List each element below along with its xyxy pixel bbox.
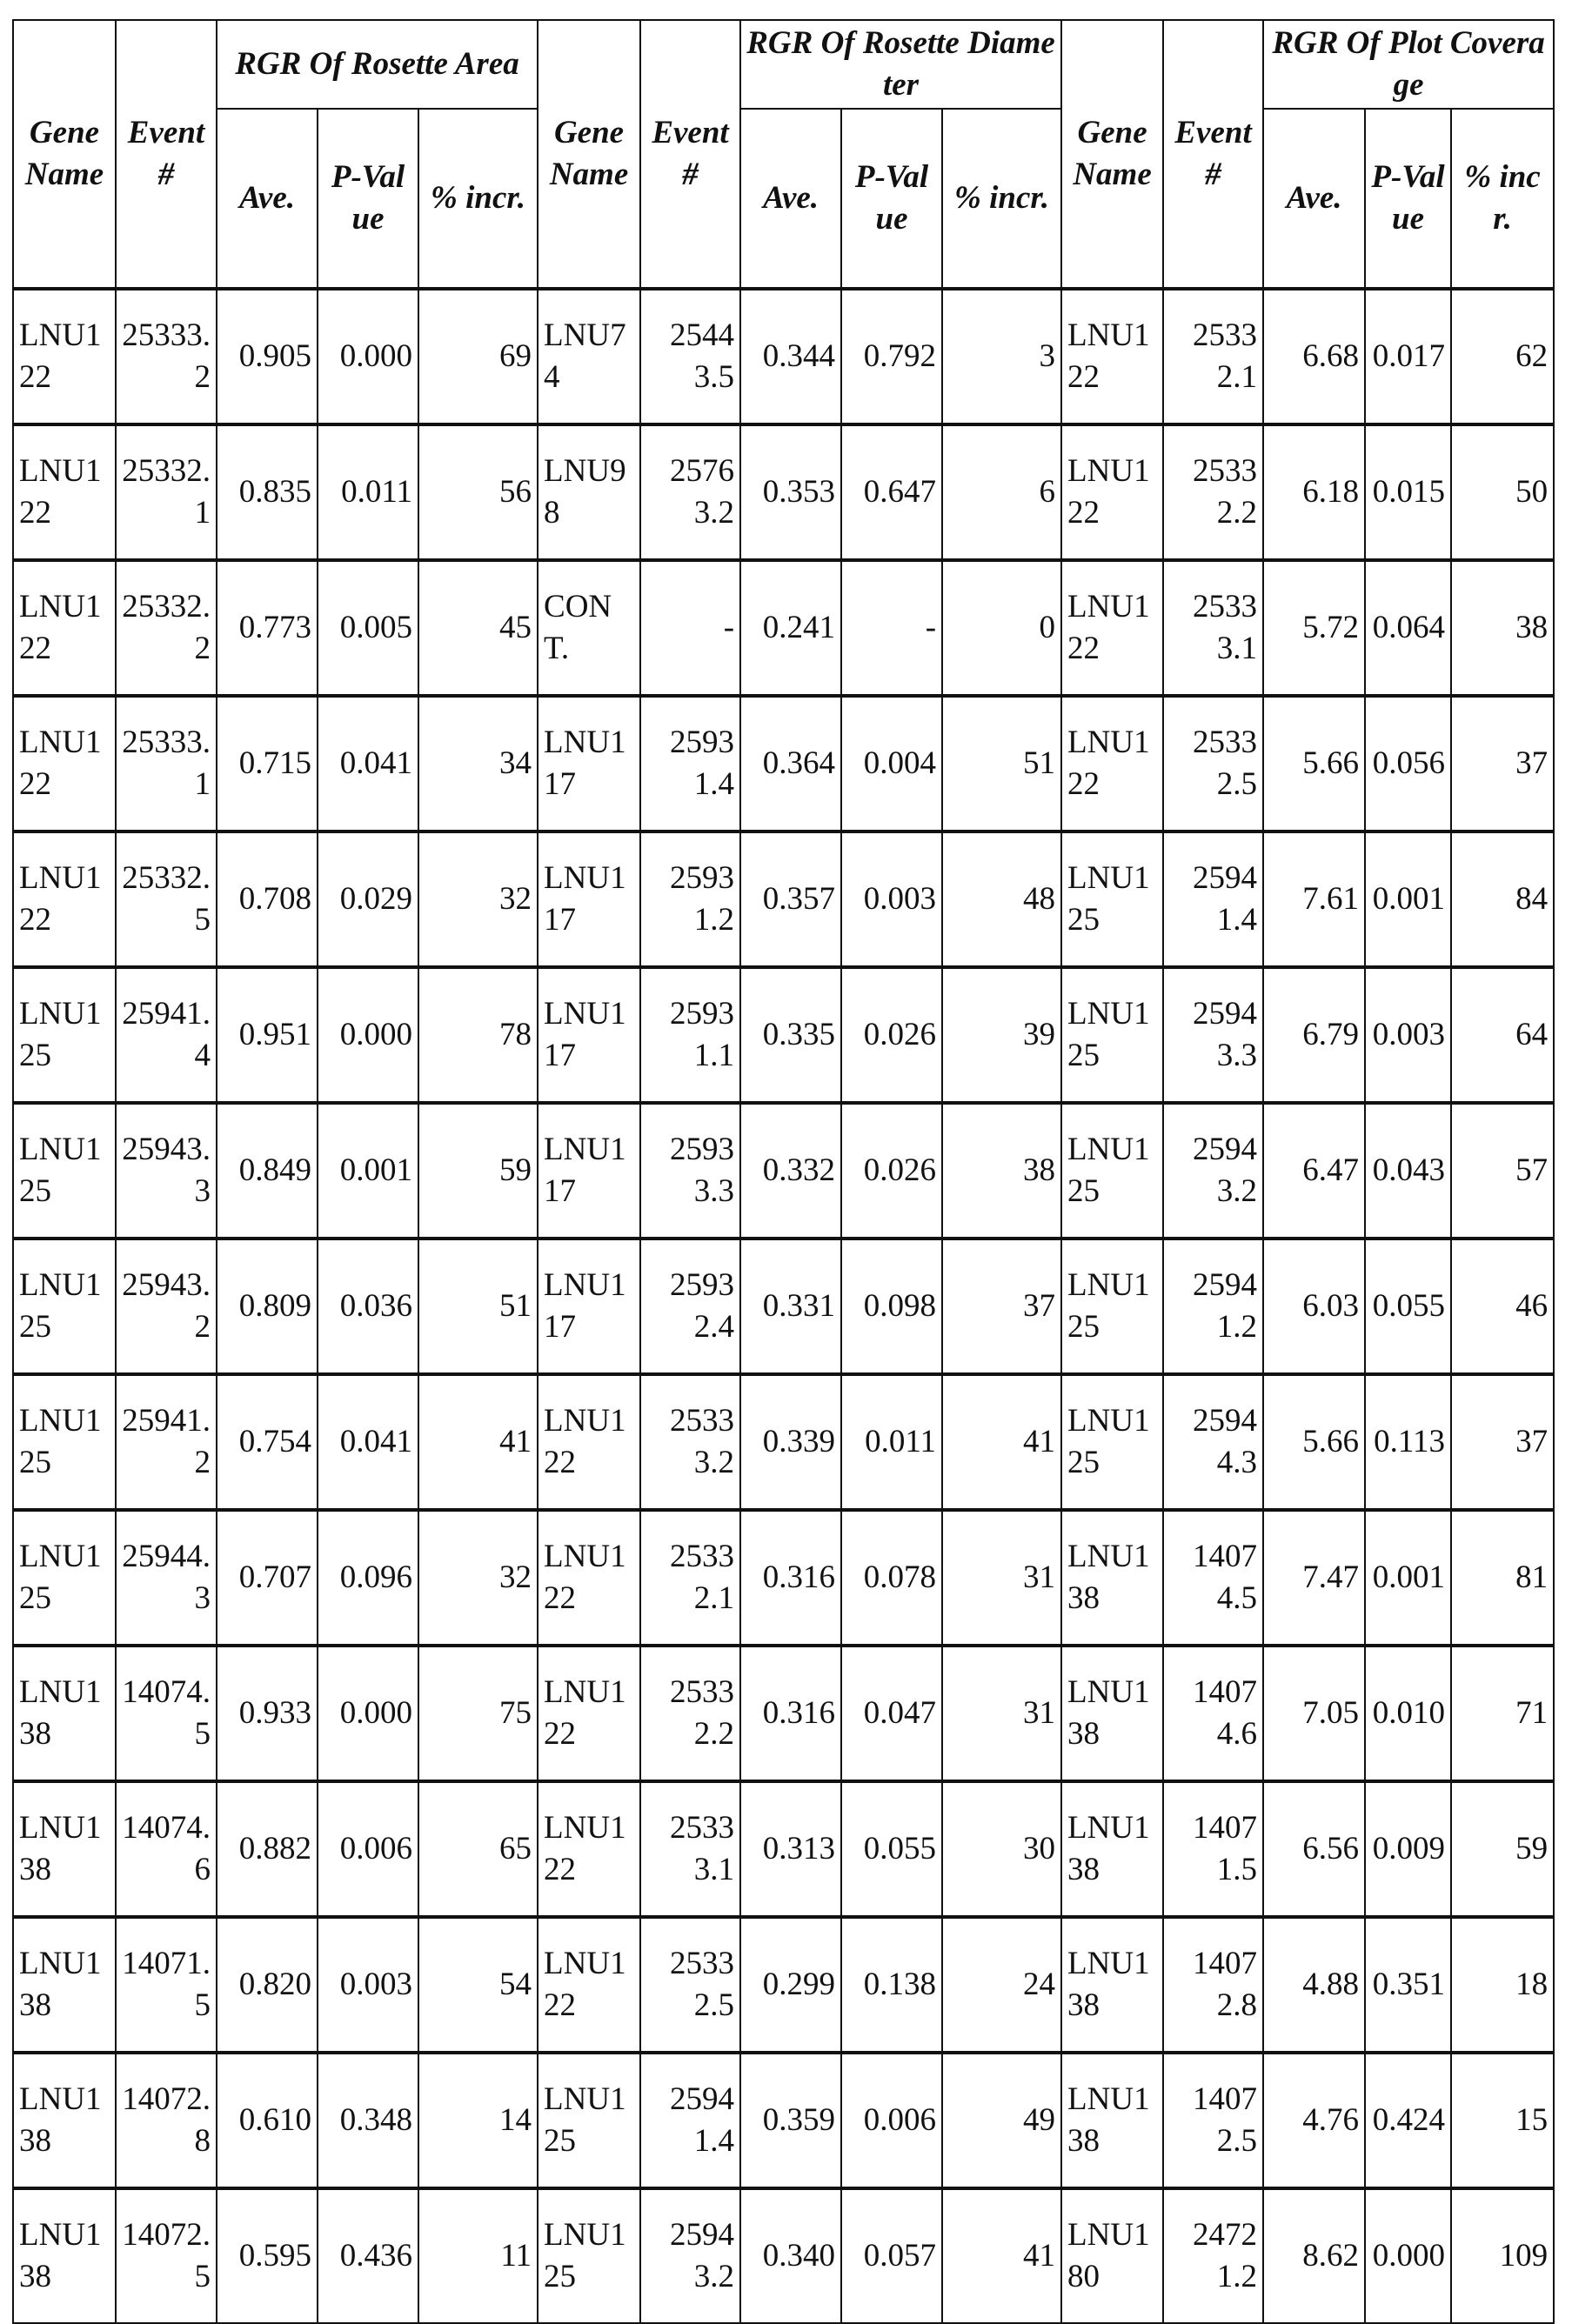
cell-pct-incr: 48	[942, 831, 1061, 967]
cell-gene-name: LNU122	[13, 289, 116, 424]
cell-event: 14074.6	[1163, 1646, 1263, 1781]
header-ave: Ave.	[740, 109, 841, 289]
cell-ave: 5.66	[1263, 696, 1365, 831]
cell-p-value: 0.000	[318, 1646, 418, 1781]
cell-pct-incr: 62	[1451, 289, 1554, 424]
cell-pct-incr: 32	[418, 831, 538, 967]
cell-gene-name: LNU122	[13, 424, 116, 560]
cell-ave: 0.809	[217, 1239, 318, 1374]
cell-p-value: 0.010	[1365, 1646, 1451, 1781]
cell-p-value: 0.138	[841, 1917, 942, 2053]
cell-p-value: 0.003	[1365, 967, 1451, 1103]
cell-ave: 0.905	[217, 289, 318, 424]
cell-event: 25763.2	[640, 424, 740, 560]
header-p-value: P-Value	[1365, 109, 1451, 289]
cell-gene-name: LNU138	[1061, 1646, 1163, 1781]
cell-gene-name: LNU122	[1061, 560, 1163, 696]
cell-event: 25941.4	[640, 2053, 740, 2188]
cell-pct-incr: 41	[942, 1374, 1061, 1510]
cell-p-value: 0.036	[318, 1239, 418, 1374]
cell-event: 25943.3	[116, 1103, 217, 1239]
cell-p-value: -	[841, 560, 942, 696]
cell-ave: 0.344	[740, 289, 841, 424]
cell-p-value: 0.096	[318, 1510, 418, 1646]
header-event: Event #	[116, 20, 217, 289]
cell-pct-incr: 75	[418, 1646, 538, 1781]
cell-ave: 6.47	[1263, 1103, 1365, 1239]
cell-p-value: 0.057	[841, 2188, 942, 2323]
cell-pct-incr: 30	[942, 1781, 1061, 1917]
cell-p-value: 0.043	[1365, 1103, 1451, 1239]
cell-ave: 0.820	[217, 1917, 318, 2053]
header-pct-incr: % incr.	[1451, 109, 1554, 289]
cell-pct-incr: 65	[418, 1781, 538, 1917]
table-row	[13, 289, 1554, 424]
header-pct-incr: % incr.	[942, 109, 1061, 289]
table-row	[13, 967, 1554, 1103]
cell-ave: 0.610	[217, 2053, 318, 2188]
cell-event: 14071.5	[1163, 1781, 1263, 1917]
cell-event: 25332.2	[640, 1646, 740, 1781]
cell-gene-name: LNU122	[1061, 289, 1163, 424]
table-row	[13, 560, 1554, 696]
header-gene-name: Gene Name	[13, 20, 116, 289]
cell-event: -	[640, 560, 740, 696]
results-table	[12, 19, 1555, 2324]
table-row	[13, 1646, 1554, 1781]
cell-ave: 6.79	[1263, 967, 1365, 1103]
cell-ave: 0.754	[217, 1374, 318, 1510]
cell-pct-incr: 51	[418, 1239, 538, 1374]
cell-p-value: 0.006	[841, 2053, 942, 2188]
cell-event: 25333.2	[640, 1374, 740, 1510]
cell-ave: 0.849	[217, 1103, 318, 1239]
cell-gene-name: LNU180	[1061, 2188, 1163, 2323]
cell-pct-incr: 109	[1451, 2188, 1554, 2323]
cell-ave: 7.05	[1263, 1646, 1365, 1781]
cell-pct-incr: 71	[1451, 1646, 1554, 1781]
cell-gene-name: LNU122	[538, 1917, 640, 2053]
cell-event: 14074.5	[116, 1646, 217, 1781]
cell-event: 25941.2	[116, 1374, 217, 1510]
header-p-value: P-Value	[841, 109, 942, 289]
cell-p-value: 0.029	[318, 831, 418, 967]
cell-ave: 0.316	[740, 1510, 841, 1646]
cell-ave: 0.708	[217, 831, 318, 967]
cell-event: 25931.2	[640, 831, 740, 967]
table-row	[13, 1917, 1554, 2053]
cell-p-value: 0.041	[318, 696, 418, 831]
table-row	[13, 424, 1554, 560]
cell-ave: 0.359	[740, 2053, 841, 2188]
header-group-plot-coverage: RGR Of Plot Coverage	[1263, 20, 1554, 109]
cell-event: 25332.2	[116, 560, 217, 696]
cell-gene-name: LNU138	[13, 2053, 116, 2188]
cell-event: 25944.3	[116, 1510, 217, 1646]
cell-gene-name: LNU125	[13, 1239, 116, 1374]
cell-event: 25333.1	[640, 1781, 740, 1917]
cell-pct-incr: 54	[418, 1917, 538, 2053]
cell-pct-incr: 3	[942, 289, 1061, 424]
cell-event: 25943.2	[640, 2188, 740, 2323]
cell-p-value: 0.015	[1365, 424, 1451, 560]
cell-event: 25944.3	[1163, 1374, 1263, 1510]
table-row	[13, 696, 1554, 831]
cell-pct-incr: 32	[418, 1510, 538, 1646]
cell-p-value: 0.000	[318, 289, 418, 424]
cell-p-value: 0.424	[1365, 2053, 1451, 2188]
cell-event: 25943.2	[1163, 1103, 1263, 1239]
header-group-rosette-area: RGR Of Rosette Area	[217, 20, 538, 109]
cell-event: 25333.1	[116, 696, 217, 831]
cell-event: 25933.3	[640, 1103, 740, 1239]
table-row	[13, 1781, 1554, 1917]
cell-pct-incr: 78	[418, 967, 538, 1103]
cell-pct-incr: 39	[942, 967, 1061, 1103]
table-row	[13, 1103, 1554, 1239]
cell-p-value: 0.001	[1365, 1510, 1451, 1646]
cell-ave: 0.595	[217, 2188, 318, 2323]
cell-gene-name: LNU122	[1061, 424, 1163, 560]
cell-pct-incr: 0	[942, 560, 1061, 696]
cell-ave: 5.66	[1263, 1374, 1365, 1510]
cell-event: 14072.8	[1163, 1917, 1263, 2053]
cell-gene-name: LNU125	[538, 2188, 640, 2323]
cell-pct-incr: 46	[1451, 1239, 1554, 1374]
cell-pct-incr: 37	[1451, 1374, 1554, 1510]
cell-ave: 7.47	[1263, 1510, 1365, 1646]
cell-event: 25931.4	[640, 696, 740, 831]
cell-event: 25941.4	[1163, 831, 1263, 967]
cell-ave: 6.68	[1263, 289, 1365, 424]
cell-p-value: 0.647	[841, 424, 942, 560]
cell-event: 25332.2	[1163, 424, 1263, 560]
cell-pct-incr: 14	[418, 2053, 538, 2188]
cell-ave: 0.316	[740, 1646, 841, 1781]
cell-pct-incr: 59	[1451, 1781, 1554, 1917]
cell-gene-name: LNU138	[13, 2188, 116, 2323]
table-row	[13, 2053, 1554, 2188]
cell-event: 25332.5	[640, 1917, 740, 2053]
cell-ave: 0.353	[740, 424, 841, 560]
cell-gene-name: LNU125	[538, 2053, 640, 2188]
cell-gene-name: LNU98	[538, 424, 640, 560]
header-group-rosette-diameter: RGR Of Rosette Diameter	[740, 20, 1061, 109]
cell-p-value: 0.055	[1365, 1239, 1451, 1374]
cell-pct-incr: 41	[418, 1374, 538, 1510]
cell-gene-name: LNU125	[13, 1103, 116, 1239]
cell-ave: 4.88	[1263, 1917, 1365, 2053]
cell-gene-name: LNU138	[1061, 1510, 1163, 1646]
cell-ave: 0.241	[740, 560, 841, 696]
cell-p-value: 0.001	[318, 1103, 418, 1239]
cell-p-value: 0.348	[318, 2053, 418, 2188]
cell-ave: 5.72	[1263, 560, 1365, 696]
cell-ave: 0.340	[740, 2188, 841, 2323]
cell-ave: 0.882	[217, 1781, 318, 1917]
cell-pct-incr: 81	[1451, 1510, 1554, 1646]
cell-gene-name: CONT.	[538, 560, 640, 696]
cell-p-value: 0.009	[1365, 1781, 1451, 1917]
cell-ave: 0.773	[217, 560, 318, 696]
cell-p-value: 0.792	[841, 289, 942, 424]
cell-p-value: 0.436	[318, 2188, 418, 2323]
cell-event: 25333.1	[1163, 560, 1263, 696]
cell-p-value: 0.041	[318, 1374, 418, 1510]
cell-gene-name: LNU125	[13, 967, 116, 1103]
cell-ave: 8.62	[1263, 2188, 1365, 2323]
cell-pct-incr: 57	[1451, 1103, 1554, 1239]
cell-p-value: 0.026	[841, 967, 942, 1103]
header-pct-incr: % incr.	[418, 109, 538, 289]
cell-pct-incr: 31	[942, 1646, 1061, 1781]
cell-p-value: 0.011	[318, 424, 418, 560]
cell-event: 24721.2	[1163, 2188, 1263, 2323]
cell-gene-name: LNU117	[538, 967, 640, 1103]
table-row	[13, 1374, 1554, 1510]
cell-pct-incr: 11	[418, 2188, 538, 2323]
cell-p-value: 0.011	[841, 1374, 942, 1510]
cell-gene-name: LNU138	[1061, 1781, 1163, 1917]
cell-gene-name: LNU125	[1061, 1239, 1163, 1374]
cell-event: 14072.5	[1163, 2053, 1263, 2188]
cell-event: 25943.3	[1163, 967, 1263, 1103]
cell-pct-incr: 51	[942, 696, 1061, 831]
cell-p-value: 0.000	[318, 967, 418, 1103]
cell-gene-name: LNU122	[538, 1781, 640, 1917]
cell-gene-name: LNU117	[538, 831, 640, 967]
cell-pct-incr: 56	[418, 424, 538, 560]
cell-ave: 6.18	[1263, 424, 1365, 560]
cell-gene-name: LNU138	[13, 1781, 116, 1917]
cell-pct-incr: 37	[1451, 696, 1554, 831]
cell-gene-name: LNU117	[538, 1239, 640, 1374]
cell-pct-incr: 6	[942, 424, 1061, 560]
cell-p-value: 0.003	[318, 1917, 418, 2053]
cell-gene-name: LNU122	[13, 560, 116, 696]
cell-ave: 0.332	[740, 1103, 841, 1239]
cell-event: 25332.5	[1163, 696, 1263, 831]
cell-event: 25941.4	[116, 967, 217, 1103]
cell-gene-name: LNU122	[538, 1510, 640, 1646]
cell-pct-incr: 34	[418, 696, 538, 831]
cell-event: 25333.2	[116, 289, 217, 424]
cell-p-value: 0.064	[1365, 560, 1451, 696]
cell-ave: 0.364	[740, 696, 841, 831]
cell-p-value: 0.000	[1365, 2188, 1451, 2323]
cell-ave: 0.331	[740, 1239, 841, 1374]
cell-event: 14071.5	[116, 1917, 217, 2053]
header-event: Event #	[640, 20, 740, 289]
cell-ave: 0.715	[217, 696, 318, 831]
cell-p-value: 0.056	[1365, 696, 1451, 831]
cell-ave: 0.951	[217, 967, 318, 1103]
header-ave: Ave.	[1263, 109, 1365, 289]
cell-gene-name: LNU122	[538, 1374, 640, 1510]
cell-pct-incr: 50	[1451, 424, 1554, 560]
table-header	[13, 20, 1554, 289]
cell-event: 25332.1	[1163, 289, 1263, 424]
cell-ave: 0.313	[740, 1781, 841, 1917]
cell-event: 25332.1	[116, 424, 217, 560]
cell-ave: 0.299	[740, 1917, 841, 2053]
cell-event: 25332.5	[116, 831, 217, 967]
cell-event: 14074.6	[116, 1781, 217, 1917]
cell-pct-incr: 59	[418, 1103, 538, 1239]
cell-gene-name: LNU125	[13, 1510, 116, 1646]
cell-p-value: 0.055	[841, 1781, 942, 1917]
cell-event: 14072.8	[116, 2053, 217, 2188]
cell-ave: 4.76	[1263, 2053, 1365, 2188]
cell-ave: 0.707	[217, 1510, 318, 1646]
cell-p-value: 0.004	[841, 696, 942, 831]
header-ave: Ave.	[217, 109, 318, 289]
header-gene-name: Gene Name	[538, 20, 640, 289]
cell-event: 14072.5	[116, 2188, 217, 2323]
header-event: Event #	[1163, 20, 1263, 289]
table-row	[13, 1510, 1554, 1646]
cell-ave: 6.03	[1263, 1239, 1365, 1374]
cell-event: 25941.2	[1163, 1239, 1263, 1374]
cell-pct-incr: 38	[942, 1103, 1061, 1239]
cell-p-value: 0.078	[841, 1510, 942, 1646]
cell-gene-name: LNU125	[1061, 831, 1163, 967]
table-body	[13, 289, 1554, 2323]
cell-event: 25943.2	[116, 1239, 217, 1374]
cell-p-value: 0.098	[841, 1239, 942, 1374]
cell-pct-incr: 38	[1451, 560, 1554, 696]
cell-p-value: 0.113	[1365, 1374, 1451, 1510]
cell-event: 25931.1	[640, 967, 740, 1103]
cell-ave: 0.335	[740, 967, 841, 1103]
cell-p-value: 0.003	[841, 831, 942, 967]
cell-event: 25332.1	[640, 1510, 740, 1646]
cell-p-value: 0.005	[318, 560, 418, 696]
cell-gene-name: LNU125	[1061, 1103, 1163, 1239]
cell-gene-name: LNU138	[1061, 2053, 1163, 2188]
cell-p-value: 0.047	[841, 1646, 942, 1781]
cell-p-value: 0.351	[1365, 1917, 1451, 2053]
cell-gene-name: LNU122	[538, 1646, 640, 1781]
table-row	[13, 831, 1554, 967]
cell-pct-incr: 84	[1451, 831, 1554, 967]
cell-gene-name: LNU125	[13, 1374, 116, 1510]
cell-ave: 0.835	[217, 424, 318, 560]
cell-pct-incr: 45	[418, 560, 538, 696]
table-row	[13, 2188, 1554, 2323]
cell-ave: 0.933	[217, 1646, 318, 1781]
cell-pct-incr: 15	[1451, 2053, 1554, 2188]
cell-p-value: 0.017	[1365, 289, 1451, 424]
header-gene-name: Gene Name	[1061, 20, 1163, 289]
cell-ave: 7.61	[1263, 831, 1365, 967]
cell-ave: 0.339	[740, 1374, 841, 1510]
cell-gene-name: LNU122	[1061, 696, 1163, 831]
cell-pct-incr: 18	[1451, 1917, 1554, 2053]
cell-pct-incr: 41	[942, 2188, 1061, 2323]
cell-event: 25932.4	[640, 1239, 740, 1374]
cell-gene-name: LNU74	[538, 289, 640, 424]
table-row	[13, 1239, 1554, 1374]
cell-gene-name: LNU122	[13, 696, 116, 831]
cell-gene-name: LNU117	[538, 696, 640, 831]
cell-p-value: 0.001	[1365, 831, 1451, 967]
cell-p-value: 0.026	[841, 1103, 942, 1239]
cell-gene-name: LNU125	[1061, 967, 1163, 1103]
cell-pct-incr: 37	[942, 1239, 1061, 1374]
cell-gene-name: LNU125	[1061, 1374, 1163, 1510]
cell-ave: 6.56	[1263, 1781, 1365, 1917]
cell-pct-incr: 69	[418, 289, 538, 424]
cell-gene-name: LNU117	[538, 1103, 640, 1239]
cell-gene-name: LNU122	[13, 831, 116, 967]
cell-pct-incr: 64	[1451, 967, 1554, 1103]
cell-ave: 0.357	[740, 831, 841, 967]
cell-event: 14074.5	[1163, 1510, 1263, 1646]
cell-event: 25443.5	[640, 289, 740, 424]
cell-pct-incr: 24	[942, 1917, 1061, 2053]
cell-gene-name: LNU138	[13, 1646, 116, 1781]
header-p-value: P-Value	[318, 109, 418, 289]
cell-gene-name: LNU138	[1061, 1917, 1163, 2053]
cell-pct-incr: 31	[942, 1510, 1061, 1646]
cell-gene-name: LNU138	[13, 1917, 116, 2053]
cell-p-value: 0.006	[318, 1781, 418, 1917]
cell-pct-incr: 49	[942, 2053, 1061, 2188]
